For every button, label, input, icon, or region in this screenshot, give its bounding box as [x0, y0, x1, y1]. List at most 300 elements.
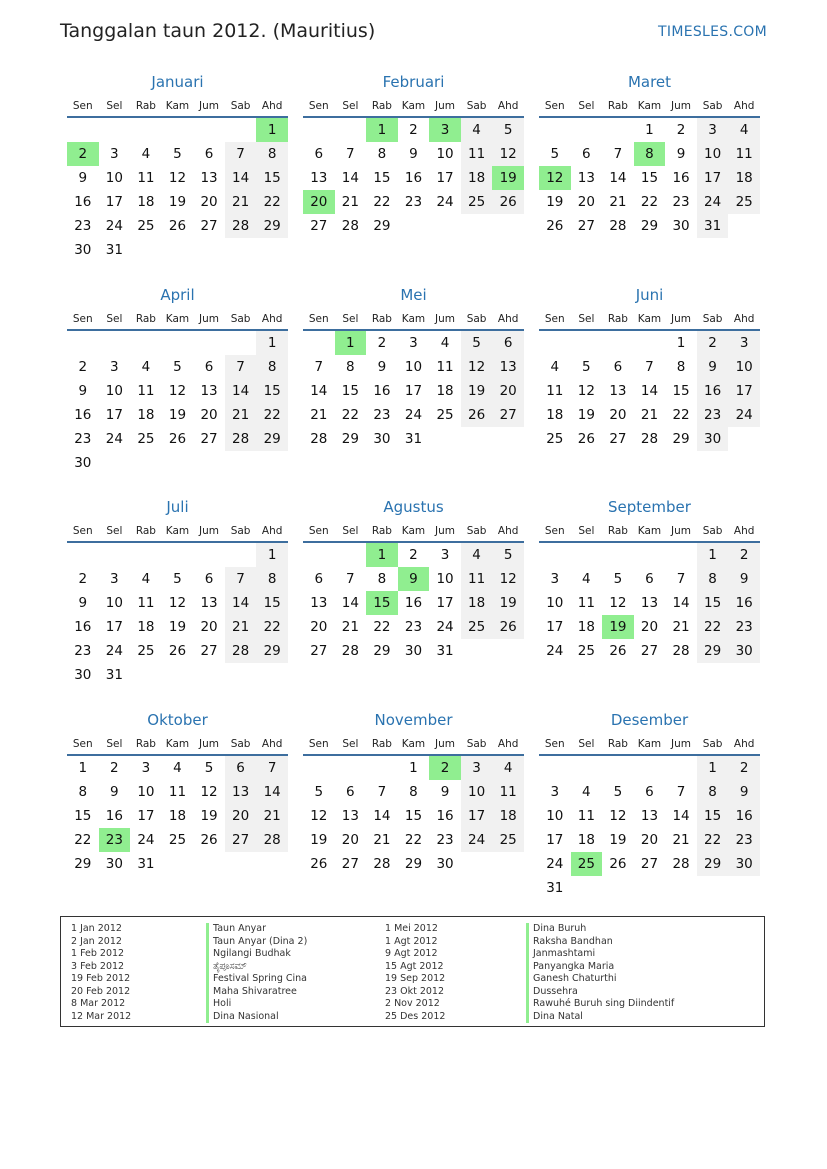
day-grid [67, 118, 288, 262]
empty-cell [634, 756, 666, 780]
weekday-label: Rab [135, 525, 156, 537]
weekday-label: Kam [637, 738, 662, 750]
empty-cell [193, 543, 225, 567]
day-cell: 19 [461, 379, 493, 403]
weekday-label: Rab [135, 738, 156, 750]
day-cell: 29 [640, 218, 659, 234]
empty-cell [571, 876, 603, 900]
empty-cell [303, 543, 335, 567]
day-grid [303, 756, 524, 876]
holiday-day-cell: 20 [303, 190, 335, 214]
day-cell: 17 [404, 383, 423, 399]
day-cell: 22 [404, 832, 423, 848]
day-cell: 28 [225, 427, 257, 451]
day-cell: 23 [373, 407, 391, 423]
month-name: Mei [400, 286, 427, 304]
day-cell: 22 [640, 194, 659, 210]
day-cell: 7 [314, 359, 324, 375]
day-cell: 24 [728, 403, 760, 427]
day-cell: 9 [377, 359, 387, 375]
legend-holiday-name: Dina Natal [526, 1011, 674, 1024]
legend-date: 25 Des 2012 [385, 1010, 446, 1022]
weekday-label: Rab [607, 738, 628, 750]
empty-cell [728, 427, 760, 451]
weekday-label: Ahd [497, 525, 519, 537]
day-cell: 30 [373, 431, 391, 447]
empty-cell [728, 214, 760, 238]
day-cell: 12 [310, 808, 328, 824]
day-cell: 15 [373, 170, 391, 186]
day-cell: 10 [137, 784, 155, 800]
empty-cell [193, 118, 225, 142]
legend-holiday-name: Raksha Bandhan [526, 936, 674, 949]
day-cell: 4 [461, 543, 493, 567]
day-cell: 20 [640, 619, 659, 635]
day-grid [67, 756, 288, 876]
weekday-label: Sel [106, 738, 123, 750]
empty-cell [130, 663, 162, 687]
day-cell: 19 [168, 194, 187, 210]
day-cell: 13 [609, 383, 627, 399]
day-cell: 2 [697, 331, 729, 355]
empty-cell [539, 543, 571, 567]
weekday-label: Jum [435, 313, 456, 325]
weekday-label: Sel [106, 100, 123, 112]
weekday-header [67, 734, 288, 756]
day-cell: 24 [105, 218, 123, 234]
weekday-label: Ahd [261, 525, 283, 537]
day-cell: 2 [78, 571, 88, 587]
holiday-day-cell: 8 [634, 142, 666, 166]
empty-cell [335, 118, 367, 142]
month-name: September [608, 498, 691, 516]
month-juli [67, 497, 288, 687]
weekday-label: Sen [72, 313, 93, 325]
day-cell: 23 [404, 194, 423, 210]
day-cell: 18 [168, 808, 187, 824]
day-cell: 7 [613, 146, 623, 162]
weekday-label: Sab [702, 738, 723, 750]
weekday-label: Jum [199, 100, 220, 112]
legend-date: 2 Nov 2012 [385, 998, 440, 1009]
day-cell: 7 [225, 355, 257, 379]
weekday-label: Jum [671, 525, 692, 537]
day-cell: 23 [436, 832, 454, 848]
empty-cell [429, 427, 461, 451]
day-cell: 8 [409, 784, 418, 800]
empty-cell [571, 543, 603, 567]
day-cell: 25 [436, 407, 454, 423]
day-cell: 7 [346, 146, 355, 162]
weekday-label: Kam [401, 313, 426, 325]
weekday-label: Sen [308, 100, 329, 112]
day-cell: 9 [409, 146, 418, 162]
holiday-day-cell: 15 [366, 591, 398, 615]
day-cell: 21 [341, 619, 359, 635]
day-cell: 14 [373, 808, 391, 824]
day-cell: 13 [341, 808, 359, 824]
day-cell: 14 [609, 170, 627, 186]
day-cell: 18 [728, 166, 760, 190]
day-cell: 30 [74, 455, 92, 471]
weekday-label: Sel [578, 738, 595, 750]
day-cell: 5 [461, 331, 493, 355]
day-cell: 24 [105, 431, 123, 447]
legend-date: 3 Feb 2012 [71, 960, 125, 972]
day-cell: 15 [697, 804, 729, 828]
empty-cell [193, 663, 225, 687]
holiday-day-cell: 1 [256, 118, 288, 142]
day-cell: 28 [256, 828, 288, 852]
day-cell: 3 [110, 571, 119, 587]
day-cell: 25 [168, 832, 187, 848]
day-cell: 15 [697, 591, 729, 615]
day-cell: 3 [110, 359, 119, 375]
day-cell: 5 [173, 146, 182, 162]
weekday-label: Sel [342, 100, 359, 112]
day-cell: 2 [110, 760, 119, 776]
day-cell: 26 [492, 190, 524, 214]
day-cell: 27 [225, 828, 257, 852]
day-cell: 8 [256, 567, 288, 591]
month-maret [539, 72, 760, 238]
weekday-label: Rab [371, 100, 392, 112]
day-cell: 24 [546, 643, 564, 659]
day-cell: 12 [492, 142, 524, 166]
month-name: Oktober [147, 711, 208, 729]
day-cell: 30 [105, 856, 123, 872]
holiday-day-cell: 19 [492, 166, 524, 190]
day-cell: 26 [310, 856, 328, 872]
empty-cell [162, 331, 194, 355]
legend-holiday-name: Dina Nasional [206, 1011, 307, 1024]
day-cell: 27 [492, 403, 524, 427]
day-cell: 24 [137, 832, 155, 848]
day-cell: 29 [672, 431, 690, 447]
day-cell: 22 [697, 828, 729, 852]
empty-cell [602, 876, 634, 900]
weekday-label: Jum [199, 738, 220, 750]
legend-holiday-name: Maha Shivaratree [206, 986, 307, 999]
day-cell: 2 [676, 122, 686, 138]
day-cell: 7 [225, 567, 257, 591]
empty-cell [130, 238, 162, 262]
weekday-label: Kam [401, 100, 426, 112]
day-cell: 20 [225, 804, 257, 828]
day-cell: 18 [461, 591, 493, 615]
weekday-label: Sen [72, 525, 93, 537]
empty-cell [492, 427, 524, 451]
day-cell: 22 [341, 407, 359, 423]
day-grid [67, 331, 288, 475]
day-cell: 18 [461, 166, 493, 190]
legend-holiday-name: Holi [206, 998, 307, 1011]
day-cell: 7 [676, 784, 686, 800]
empty-cell [225, 451, 257, 475]
empty-cell [130, 451, 162, 475]
day-cell: 19 [200, 808, 218, 824]
day-cell: 21 [225, 615, 257, 639]
day-cell: 23 [74, 643, 92, 659]
day-cell: 20 [577, 194, 595, 210]
legend-holiday-name: Dussehra [526, 986, 674, 999]
day-cell: 1 [697, 543, 729, 567]
day-cell: 15 [672, 383, 690, 399]
day-cell: 20 [310, 619, 328, 635]
day-cell: 10 [436, 146, 454, 162]
day-cell: 14 [341, 595, 359, 611]
day-cell: 25 [137, 218, 155, 234]
day-cell: 5 [173, 359, 182, 375]
legend-date: 1 Agt 2012 [385, 935, 438, 947]
empty-cell [130, 543, 162, 567]
day-cell: 1 [697, 756, 729, 780]
weekday-header [67, 521, 288, 543]
weekday-label: Ahd [733, 738, 755, 750]
day-cell: 24 [546, 856, 564, 872]
holiday-day-cell: 2 [429, 756, 461, 780]
empty-cell [193, 238, 225, 262]
empty-cell [99, 451, 131, 475]
day-cell: 6 [314, 571, 324, 587]
holiday-day-cell: 2 [67, 142, 99, 166]
day-cell: 24 [436, 194, 454, 210]
month-mei [303, 285, 524, 451]
weekday-label: Kam [637, 313, 662, 325]
empty-cell [130, 118, 162, 142]
day-cell: 4 [550, 359, 560, 375]
empty-cell [461, 639, 493, 663]
day-cell: 27 [310, 218, 328, 234]
holiday-day-cell: 1 [335, 331, 367, 355]
day-cell: 21 [672, 619, 690, 635]
weekday-header [539, 309, 760, 331]
day-cell: 15 [640, 170, 659, 186]
weekday-label: Sel [578, 100, 595, 112]
day-cell: 21 [373, 832, 391, 848]
weekday-header [539, 521, 760, 543]
day-cell: 16 [373, 383, 391, 399]
weekday-label: Jum [671, 100, 692, 112]
empty-cell [634, 876, 666, 900]
empty-cell [162, 663, 194, 687]
day-cell: 7 [377, 784, 387, 800]
day-cell: 9 [728, 780, 760, 804]
empty-cell [461, 852, 493, 876]
day-cell: 9 [697, 355, 729, 379]
legend-date: 1 Mei 2012 [385, 923, 438, 934]
day-cell: 24 [697, 190, 729, 214]
day-cell: 16 [697, 379, 729, 403]
day-cell: 23 [74, 218, 92, 234]
day-grid [67, 543, 288, 687]
empty-cell [571, 118, 603, 142]
weekday-label: Rab [607, 525, 628, 537]
day-cell: 5 [204, 760, 214, 776]
day-cell: 27 [640, 856, 659, 872]
weekday-label: Sab [230, 738, 251, 750]
day-cell: 7 [225, 142, 257, 166]
month-oktober [67, 710, 288, 876]
day-cell: 12 [168, 170, 187, 186]
day-cell: 26 [577, 431, 595, 447]
day-cell: 2 [409, 547, 418, 563]
empty-cell [225, 663, 257, 687]
empty-cell [602, 756, 634, 780]
day-cell: 11 [546, 383, 564, 399]
day-cell: 20 [200, 619, 218, 635]
day-cell: 18 [137, 619, 155, 635]
day-cell: 12 [168, 595, 187, 611]
legend-holiday-name: Ngilangi Budhak [206, 948, 307, 961]
weekday-label: Kam [637, 525, 662, 537]
day-cell: 14 [640, 383, 659, 399]
day-cell: 24 [404, 407, 423, 423]
day-cell: 1 [409, 760, 418, 776]
day-cell: 3 [409, 335, 418, 351]
day-cell: 3 [697, 118, 729, 142]
weekday-label: Sel [578, 313, 595, 325]
weekday-label: Sab [702, 525, 723, 537]
day-cell: 28 [373, 856, 391, 872]
weekday-label: Rab [371, 525, 392, 537]
empty-cell [429, 214, 461, 238]
day-cell: 8 [697, 780, 729, 804]
day-cell: 13 [200, 595, 218, 611]
day-cell: 21 [256, 804, 288, 828]
day-cell: 10 [546, 595, 564, 611]
empty-cell [225, 852, 257, 876]
day-cell: 17 [728, 379, 760, 403]
day-cell: 6 [314, 146, 324, 162]
empty-cell [67, 543, 99, 567]
day-cell: 14 [225, 166, 257, 190]
month-name: Januari [151, 73, 204, 91]
day-cell: 18 [546, 407, 564, 423]
day-cell: 9 [78, 383, 88, 399]
day-cell: 25 [137, 431, 155, 447]
day-cell: 14 [225, 379, 257, 403]
weekday-label: Rab [135, 100, 156, 112]
empty-cell [602, 543, 634, 567]
weekday-label: Jum [435, 525, 456, 537]
weekday-label: Jum [671, 313, 692, 325]
day-cell: 9 [676, 146, 686, 162]
empty-cell [602, 331, 634, 355]
holiday-day-cell: 19 [602, 615, 634, 639]
day-cell: 22 [697, 615, 729, 639]
empty-cell [256, 238, 288, 262]
legend-holiday-name: Taun Anyar [206, 923, 307, 936]
day-cell: 26 [609, 856, 627, 872]
day-cell: 14 [672, 595, 690, 611]
empty-cell [492, 639, 524, 663]
weekday-label: Kam [637, 100, 662, 112]
day-cell: 12 [577, 383, 595, 399]
weekday-label: Sen [308, 738, 329, 750]
empty-cell [99, 543, 131, 567]
legend-dates-column-1 [71, 923, 131, 1023]
legend-date: 19 Feb 2012 [71, 973, 131, 984]
weekday-label: Rab [607, 313, 628, 325]
day-cell: 13 [310, 170, 328, 186]
day-cell: 14 [341, 170, 359, 186]
weekday-label: Sab [702, 100, 723, 112]
day-cell: 31 [404, 431, 423, 447]
empty-cell [303, 118, 335, 142]
day-cell: 11 [492, 780, 524, 804]
day-cell: 19 [577, 407, 595, 423]
day-cell: 8 [346, 359, 355, 375]
day-cell: 10 [697, 142, 729, 166]
day-cell: 11 [137, 383, 155, 399]
weekday-label: Ahd [261, 313, 283, 325]
day-cell: 15 [341, 383, 359, 399]
day-cell: 16 [74, 619, 92, 635]
weekday-label: Kam [401, 525, 426, 537]
empty-cell [303, 756, 335, 780]
day-cell: 3 [141, 760, 151, 776]
weekday-label: Kam [165, 313, 190, 325]
day-cell: 13 [640, 808, 659, 824]
weekday-header [303, 96, 524, 118]
holiday-day-cell: 1 [366, 118, 398, 142]
day-cell: 17 [461, 804, 493, 828]
day-grid [539, 543, 760, 663]
weekday-label: Sab [230, 313, 251, 325]
day-cell: 11 [577, 808, 595, 824]
weekday-label: Sen [72, 100, 93, 112]
day-cell: 20 [640, 832, 659, 848]
day-cell: 30 [74, 242, 92, 258]
day-cell: 19 [168, 407, 187, 423]
legend-holiday-name: Rawuhé Buruh sing Diindentif [526, 998, 674, 1011]
legend-date: 19 Sep 2012 [385, 973, 446, 984]
day-cell: 11 [461, 567, 493, 591]
brand-link[interactable]: TIMESLES.COM [658, 24, 767, 40]
day-cell: 14 [256, 780, 288, 804]
weekday-label: Sab [230, 525, 251, 537]
day-cell: 18 [492, 804, 524, 828]
legend-holiday-name: Panyangka Maria [526, 961, 674, 974]
day-cell: 31 [105, 242, 123, 258]
day-cell: 1 [256, 543, 288, 567]
legend-holiday-name: ತೈಪೂಸಮ್ [206, 961, 307, 974]
weekday-header [303, 734, 524, 756]
day-cell: 15 [256, 166, 288, 190]
day-cell: 30 [728, 639, 760, 663]
day-cell: 16 [404, 170, 423, 186]
legend-date: 15 Agt 2012 [385, 960, 444, 972]
day-cell: 12 [492, 567, 524, 591]
day-cell: 11 [577, 595, 595, 611]
day-cell: 14 [310, 383, 328, 399]
weekday-label: Sen [308, 313, 329, 325]
weekday-label: Sab [466, 313, 487, 325]
empty-cell [335, 756, 367, 780]
empty-cell [539, 331, 571, 355]
day-cell: 2 [728, 756, 760, 780]
day-cell: 8 [676, 359, 686, 375]
legend-date: 23 Okt 2012 [385, 985, 445, 997]
day-cell: 29 [256, 214, 288, 238]
day-cell: 30 [672, 218, 690, 234]
weekday-label: Sab [466, 100, 487, 112]
day-cell: 30 [728, 852, 760, 876]
day-grid [303, 543, 524, 663]
day-cell: 16 [404, 595, 423, 611]
weekday-label: Jum [199, 525, 220, 537]
